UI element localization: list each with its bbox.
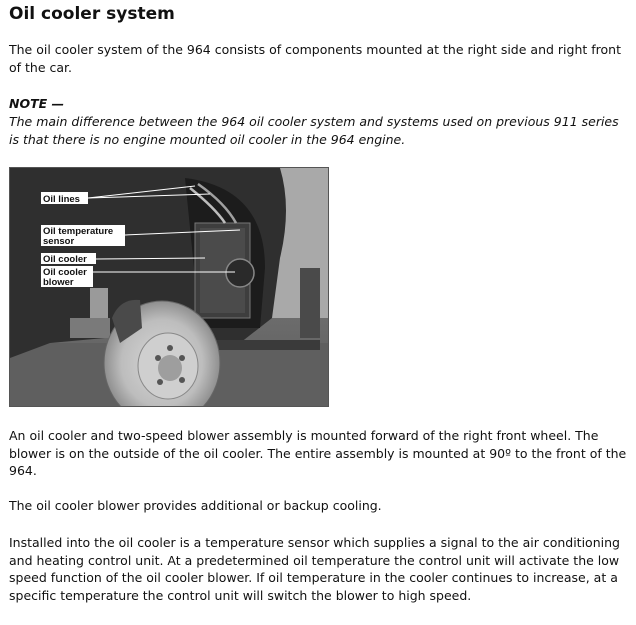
label-sensor: sensor bbox=[43, 236, 75, 247]
label-oil-temperature: Oil temperature bbox=[43, 226, 114, 237]
label-oil-cooler-blower-2: blower bbox=[43, 277, 74, 288]
paragraph-assembly: An oil cooler and two-speed blower assembly is mounted forward of the right front wheel. The blower is on the outside of the oil cooler. The entire assembly is mounted at 90º to the front of the 964. bbox=[9, 428, 627, 478]
oil-cooler-photo bbox=[9, 167, 329, 407]
label-oil-cooler-blower-1: Oil cooler bbox=[43, 267, 87, 278]
intro-paragraph: The oil cooler system of the 964 consists of components mounted at the right side and right front of the car. bbox=[9, 42, 621, 75]
note-label: NOTE — bbox=[9, 96, 65, 111]
paragraph-sensor: Installed into the oil cooler is a temperature sensor which supplies a signal to the air conditioning and heating control unit. At a predetermined oil temperature the control unit will activate the low speed function of the oil cooler blower. If oil temperature in the cooler continues to increase, at a specific temperature the control unit will switch the blower to high speed. bbox=[9, 535, 620, 603]
label-oil-cooler: Oil cooler bbox=[43, 254, 87, 265]
label-oil-lines: Oil lines bbox=[43, 194, 80, 205]
paragraph-blower: The oil cooler blower provides additional or backup cooling. bbox=[9, 498, 382, 513]
note-text: The main difference between the 964 oil cooler system and systems used on previous 911 series is that there is no engine mounted oil cooler in the 964 engine. bbox=[9, 114, 619, 147]
page-title: Oil cooler system bbox=[9, 4, 175, 24]
